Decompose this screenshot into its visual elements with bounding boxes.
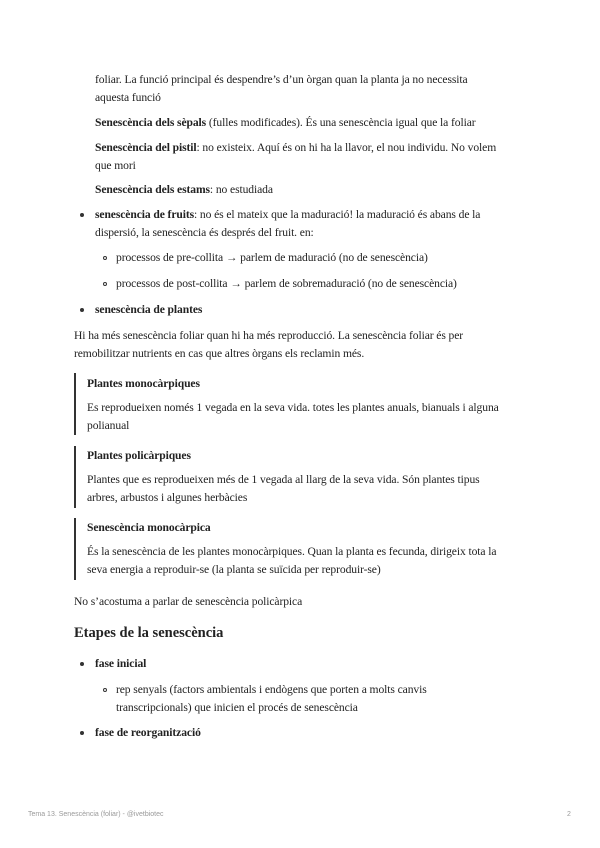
circle-bullet-icon — [103, 688, 107, 692]
footer-text: Tema 13. Senescència (foliar) - @ivetbiotec — [28, 811, 164, 818]
paragraph-policarpica: No s’acostuma a parlar de senescència policàrpica — [74, 595, 303, 608]
plantes-item — [95, 301, 202, 319]
pistil-text-line2: que mori — [95, 159, 136, 172]
foliar-text-line2: aquesta funció — [95, 91, 161, 104]
fase-inicial-term: fase inicial — [95, 657, 147, 670]
quote-text-line1: És la senescència de les plantes monocàrpiques. Quan la planta es fecunda, dirigeix tota la — [87, 545, 497, 558]
blockquote-bar — [74, 373, 76, 435]
fruits-sub-item-post: processos de post-collita → parlem de sobremaduració (no de senescència) — [116, 277, 457, 290]
fase-inicial-sub-line2: transcripcionals) que inicien el procés de senescència — [116, 701, 358, 714]
pistil-text-line1: : no existeix. Aquí és on hi ha la llavor, el nou individu. No volem — [196, 141, 497, 154]
section-heading: Etapes de la senescència — [74, 625, 224, 641]
plantes-term: senescència de plantes — [95, 303, 203, 316]
pistil-term: Senescència del pistil — [95, 141, 197, 154]
circle-bullet-icon — [103, 256, 107, 260]
blockquote-bar — [74, 446, 76, 508]
quote-text-line1: Plantes que es reprodueixen més de 1 vegada al llarg de la seva vida. Són plantes tipus — [87, 473, 480, 486]
quote-title-text: Plantes policàrpiques — [87, 449, 191, 462]
page-number: 2 — [567, 811, 571, 818]
quote-title-text: Plantes monocàrpiques — [87, 377, 200, 390]
fase-reorg-item — [95, 724, 201, 742]
foliar-text-line1: foliar. La funció principal és despendre’s d’un òrgan quan la planta ja no necessita — [95, 73, 468, 86]
bullet-icon — [80, 731, 84, 735]
fruits-text-line1: : no és el mateix que la maduració! la maduració és abans de la — [194, 208, 481, 221]
quote-text-line2: arbres, arbustos i algunes herbàcies — [87, 491, 248, 504]
fruits-text-line2: dispersió, la senescència és després del fruit. en: — [95, 226, 314, 239]
fruits-term: senescència de fruits — [95, 208, 195, 221]
pistil-paragraph — [95, 139, 496, 157]
bullet-icon — [80, 662, 84, 666]
quote-text-line2: polianual — [87, 419, 130, 432]
estams-term: Senescència dels estams — [95, 183, 210, 196]
paragraph-line2: remobilitzar nutrients en cas que altres òrgans els reclamin més. — [74, 347, 365, 360]
estams-paragraph — [95, 181, 273, 199]
sepals-text: (fulles modificades). És una senescència igual que la foliar — [206, 116, 476, 129]
quote-title — [87, 519, 211, 537]
fruits-sub-item-pre: processos de pre-collita → parlem de maduració (no de senescència) — [116, 251, 428, 264]
paragraph-line1: Hi ha més senescència foliar quan hi ha més reproducció. La senescència foliar és per — [74, 329, 464, 342]
fase-inicial-item — [95, 655, 146, 673]
bullet-icon — [80, 308, 84, 312]
quote-title-text: Senescència monocàrpica — [87, 521, 211, 534]
circle-bullet-icon — [103, 282, 107, 286]
quote-title — [87, 447, 191, 465]
estams-text: : no estudiada — [209, 183, 273, 196]
blockquote-bar — [74, 518, 76, 580]
fruits-line1 — [95, 206, 480, 224]
quote-text-line2: seva energia a reproduir-se (la planta se suïcida per reproduir-se) — [87, 563, 381, 576]
quote-title — [87, 375, 200, 393]
fase-reorg-term: fase de reorganització — [95, 726, 201, 739]
quote-text-line1: Es reprodueixen només 1 vegada en la seva vida. totes les plantes anuals, bianuals i alguna — [87, 401, 499, 414]
sepals-paragraph — [95, 114, 476, 132]
sepals-term: Senescència dels sèpals — [95, 116, 207, 129]
fase-inicial-sub-line1: rep senyals (factors ambientals i endògens que porten a molts canvis — [116, 683, 427, 696]
bullet-icon — [80, 213, 84, 217]
